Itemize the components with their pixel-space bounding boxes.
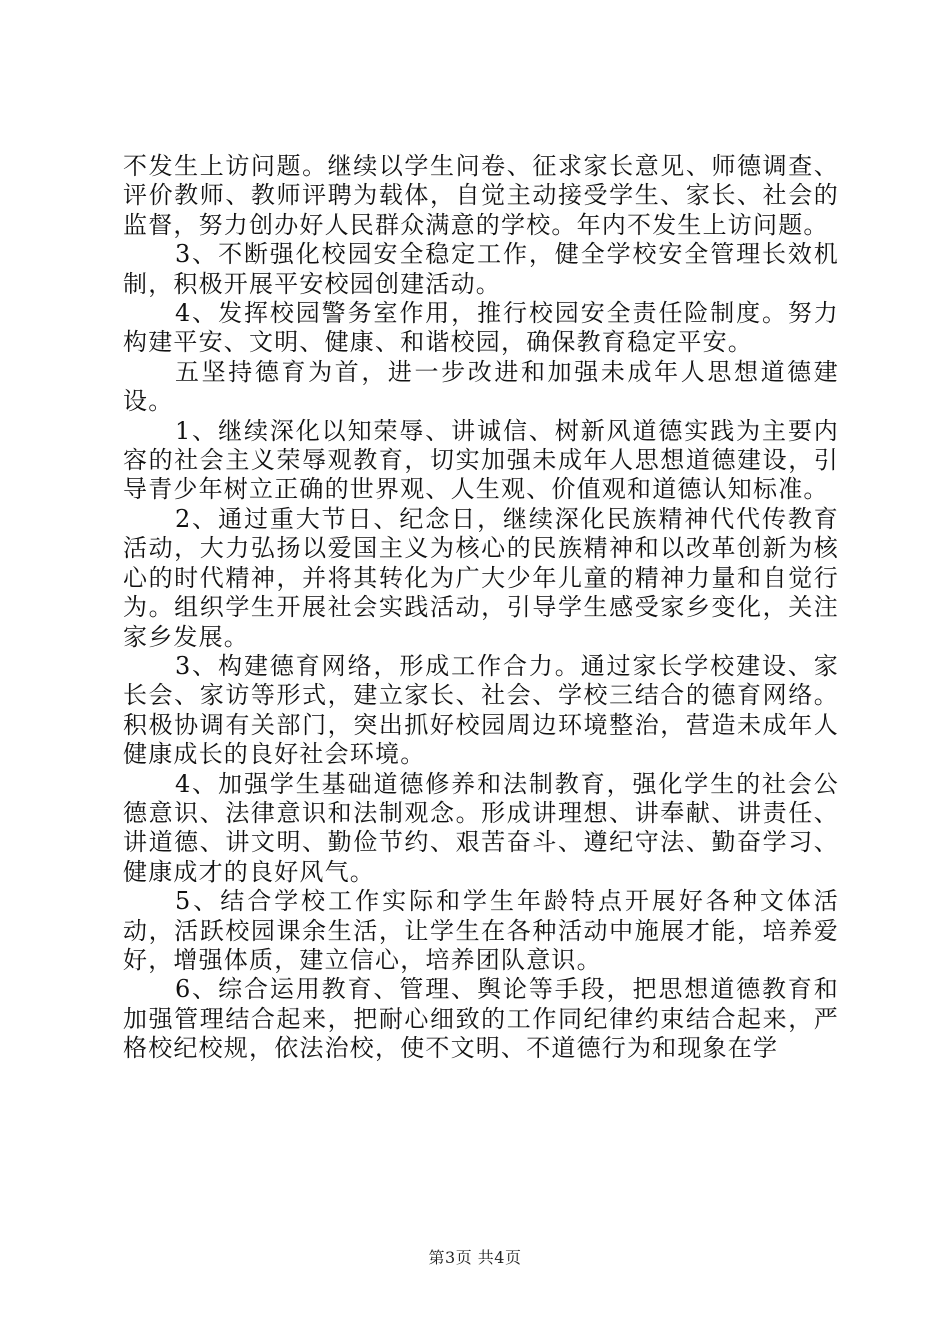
paragraph-item-3-safety: 3、不断强化校园安全稳定工作，健全学校安全管理长效机制，积极开展平安校园创建活动。 <box>123 240 839 298</box>
paragraph-item-5-activities: 5、结合学校工作实际和学生年龄特点开展好各种文体活动，活跃校园课余生活，让学生在各种活动中施展才能，培养爱好，增强体质，建立信心，培养团队意识。 <box>123 887 839 974</box>
document-body <box>123 152 839 1064</box>
page-number-footer: 第3页 共4页 <box>428 1248 522 1267</box>
paragraph-item-4-police-office: 4、发挥校园警务室作用，推行校园安全责任险制度。努力构建平安、文明、健康、和谐校园，确保教育稳定平安。 <box>123 299 839 357</box>
paragraph-item-1-honor-education: 1、继续深化以知荣辱、讲诚信、树新风道德实践为主要内容的社会主义荣辱观教育，切实加强未成年人思想道德建设，引导青少年树立正确的世界观、人生观、价值观和道德认知标准。 <box>123 416 839 504</box>
paragraph-item-6-management: 6、综合运用教育、管理、舆论等手段，把思想道德教育和加强管理结合起来，把耐心细致的工作同纪律约束结合起来，严格校纪校规，依法治校，使不文明、不道德行为和现象在学 <box>123 975 839 1063</box>
section-heading-moral-education: 五坚持德育为首，进一步改进和加强未成年人思想道德建设。 <box>123 357 839 416</box>
paragraph-item-4-legal-education: 4、加强学生基础道德修养和法制教育，强化学生的社会公德意识、法律意识和法制观念。形成讲理想、讲奉献、讲责任、讲道德、讲文明、勤俭节约、艰苦奋斗、遵纪守法、勤奋学习、健康成才的良好风气。 <box>123 769 839 886</box>
paragraph-item-3-network: 3、构建德育网络，形成工作合力。通过家长学校建设、家长会、家访等形式，建立家长、社会、学校三结合的德育网络。积极协调有关部门，突出抓好校园周边环境整治，营造未成年人健康成长的良好社会环境。 <box>123 651 839 769</box>
paragraph-continuation: 不发生上访问题。继续以学生问卷、征求家长意见、师德调查、评价教师、教师评聘为载体，自觉主动接受学生、家长、社会的监督，努力创办好人民群众满意的学校。年内不发生上访问题。 <box>123 152 839 239</box>
paragraph-item-2-national-spirit: 2、通过重大节日、纪念日，继续深化民族精神代代传教育活动，大力弘扬以爱国主义为核心的民族精神和以改革创新为核心的时代精神，并将其转化为广大少年儿童的精神力量和自觉行为。组织学生开展社会实践活动，引导学生感受家乡变化，关注家乡发展。 <box>123 504 839 651</box>
